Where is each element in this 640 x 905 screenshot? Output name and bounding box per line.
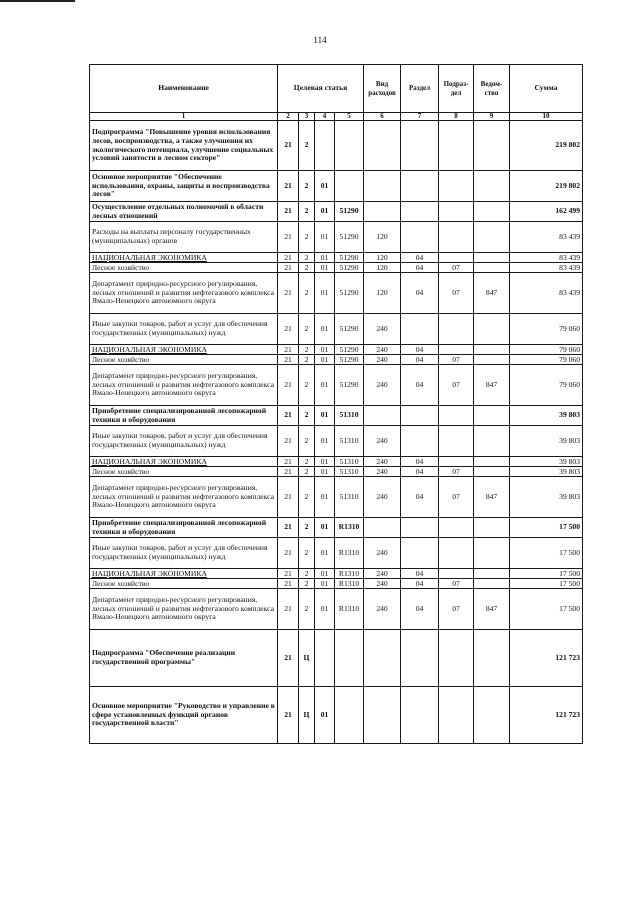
table-row [90, 222, 583, 253]
department-code: 847 [474, 365, 510, 406]
program-code: 21 [278, 687, 299, 744]
section-code [401, 171, 439, 202]
direction-code: 51310 [335, 406, 364, 426]
activity-code: 01 [315, 406, 335, 426]
direction-code: 51310 [335, 426, 364, 457]
section-code [401, 406, 439, 426]
direction-code [335, 630, 364, 687]
subsection-code [439, 345, 474, 355]
section-code: 04 [401, 569, 439, 579]
department-code [474, 355, 510, 365]
expense-type-code [364, 406, 401, 426]
direction-code: R1310 [335, 589, 364, 630]
direction-code: 51310 [335, 477, 364, 518]
subprogram-code: 2 [299, 355, 315, 365]
subprogram-code: 2 [299, 457, 315, 467]
subprogram-code: 2 [299, 202, 315, 222]
department-code [474, 538, 510, 569]
page-number: 114 [313, 35, 327, 45]
table-row [90, 273, 583, 314]
activity-code: 01 [315, 171, 335, 202]
col-number: 7 [401, 113, 439, 121]
expense-type-code: 120 [364, 222, 401, 253]
section-code [401, 121, 439, 171]
table-row [90, 569, 583, 579]
section-code [401, 538, 439, 569]
subprogram-code: 2 [299, 253, 315, 263]
subsection-code [439, 202, 474, 222]
subprogram-code: 2 [299, 314, 315, 345]
direction-code: 51290 [335, 355, 364, 365]
table-body [90, 121, 583, 744]
subsection-code [439, 121, 474, 171]
section-code: 04 [401, 253, 439, 263]
subsection-code: 07 [439, 263, 474, 273]
section-code: 04 [401, 365, 439, 406]
subsection-code: 07 [439, 365, 474, 406]
section-code: 04 [401, 477, 439, 518]
subprogram-code: 2 [299, 263, 315, 273]
subsection-code [439, 538, 474, 569]
subsection-code [439, 222, 474, 253]
row-name: Лесное хозяйство [90, 467, 278, 477]
expense-type-code: 240 [364, 538, 401, 569]
row-name: Приобретение специализированной лесопожарной техники и оборудования [90, 406, 278, 426]
program-code: 21 [278, 406, 299, 426]
department-code [474, 457, 510, 467]
subsection-code [439, 518, 474, 538]
direction-code [335, 121, 364, 171]
amount-value: 79 060 [510, 314, 583, 345]
table-row [90, 687, 583, 744]
expense-type-code: 240 [364, 314, 401, 345]
row-name: Осуществление отдельных полномочий в области лесных отношений [90, 202, 278, 222]
program-code: 21 [278, 426, 299, 457]
activity-code [315, 121, 335, 171]
activity-code [315, 630, 335, 687]
section-code: 04 [401, 589, 439, 630]
subprogram-code: 2 [299, 345, 315, 355]
program-code: 21 [278, 253, 299, 263]
activity-code: 01 [315, 365, 335, 406]
row-name: Лесное хозяйство [90, 263, 278, 273]
activity-code: 01 [315, 314, 335, 345]
expense-type-code: 240 [364, 579, 401, 589]
table-row [90, 630, 583, 687]
col-number: 1 [90, 113, 278, 121]
department-code [474, 579, 510, 589]
program-code: 21 [278, 518, 299, 538]
department-code [474, 171, 510, 202]
department-code: 847 [474, 477, 510, 518]
activity-code: 01 [315, 518, 335, 538]
activity-code: 01 [315, 345, 335, 355]
department-code [474, 569, 510, 579]
expense-type-code: 120 [364, 263, 401, 273]
program-code: 21 [278, 171, 299, 202]
subsection-code [439, 569, 474, 579]
activity-code: 01 [315, 477, 335, 518]
section-code [401, 426, 439, 457]
amount-value: 121 723 [510, 630, 583, 687]
amount-value: 17 500 [510, 589, 583, 630]
col-number: 5 [335, 113, 364, 121]
section-code: 04 [401, 457, 439, 467]
program-code: 21 [278, 467, 299, 477]
subprogram-code: 2 [299, 426, 315, 457]
program-code: 21 [278, 222, 299, 253]
direction-code: R1310 [335, 569, 364, 579]
amount-value: 219 802 [510, 121, 583, 171]
amount-value: 17 500 [510, 518, 583, 538]
expense-type-code: 120 [364, 273, 401, 314]
col-number: 3 [299, 113, 315, 121]
table-row [90, 345, 583, 355]
header-expense-type: Вид расходов [364, 65, 401, 113]
subprogram-code: 2 [299, 538, 315, 569]
subsection-code [439, 171, 474, 202]
row-name: Подпрограмма "Повышение уровня использования лесов, воспроизводства, а также улучшения их экологического потенциала, улучшение социальных условий занятости в лесном секторе" [90, 121, 278, 171]
col-number: 6 [364, 113, 401, 121]
section-code: 04 [401, 467, 439, 477]
section-code: 04 [401, 345, 439, 355]
table-row [90, 406, 583, 426]
col-number: 4 [315, 113, 335, 121]
section-code [401, 222, 439, 253]
table-row [90, 121, 583, 171]
table-row [90, 253, 583, 263]
subsection-code: 07 [439, 467, 474, 477]
col-number: 10 [510, 113, 583, 121]
row-name: НАЦИОНАЛЬНАЯ ЭКОНОМИКА [90, 345, 278, 355]
amount-value: 17 500 [510, 538, 583, 569]
program-code: 21 [278, 121, 299, 171]
department-code [474, 630, 510, 687]
section-code [401, 314, 439, 345]
activity-code: 01 [315, 253, 335, 263]
header-subsection: Подраз-дел [439, 65, 474, 113]
table-row [90, 171, 583, 202]
subprogram-code: 2 [299, 518, 315, 538]
corner-rule [0, 0, 75, 2]
direction-code: 51290 [335, 263, 364, 273]
amount-value: 162 499 [510, 202, 583, 222]
expense-type-code [364, 202, 401, 222]
row-name: Основное мероприятие "Руководство и управление в сфере установленных функций органов государственной власти" [90, 687, 278, 744]
activity-code: 01 [315, 273, 335, 314]
department-code: 847 [474, 273, 510, 314]
subprogram-code: 2 [299, 121, 315, 171]
amount-value: 219 802 [510, 171, 583, 202]
direction-code: 51290 [335, 273, 364, 314]
row-name: Подпрограмма "Обеспечение реализации государственной программы" [90, 630, 278, 687]
expense-type-code [364, 630, 401, 687]
program-code: 21 [278, 477, 299, 518]
department-code [474, 426, 510, 457]
direction-code: 51290 [335, 253, 364, 263]
expense-type-code: 240 [364, 345, 401, 355]
section-code: 04 [401, 579, 439, 589]
program-code: 21 [278, 579, 299, 589]
department-code [474, 222, 510, 253]
amount-value: 39 803 [510, 406, 583, 426]
direction-code: 51290 [335, 365, 364, 406]
amount-value: 121 723 [510, 687, 583, 744]
department-code [474, 345, 510, 355]
row-name: Департамент природно-ресурсного регулирования, лесных отношений и развития нефтегазового комплекса Ямало-Ненецкого автономного округа [90, 477, 278, 518]
direction-code: 51290 [335, 222, 364, 253]
department-code [474, 406, 510, 426]
subsection-code [439, 687, 474, 744]
department-code [474, 202, 510, 222]
expense-type-code: 240 [364, 457, 401, 467]
department-code [474, 253, 510, 263]
activity-code: 01 [315, 202, 335, 222]
expense-type-code [364, 518, 401, 538]
activity-code: 01 [315, 263, 335, 273]
program-code: 21 [278, 345, 299, 355]
department-code [474, 121, 510, 171]
subsection-code: 07 [439, 589, 474, 630]
subsection-code: 07 [439, 579, 474, 589]
program-code: 21 [278, 355, 299, 365]
subsection-code: 07 [439, 477, 474, 518]
program-code: 21 [278, 538, 299, 569]
expense-type-code: 240 [364, 477, 401, 518]
program-code: 21 [278, 589, 299, 630]
subprogram-code: Ц [299, 630, 315, 687]
subsection-code [439, 406, 474, 426]
row-name: Иные закупки товаров, работ и услуг для обеспечения государственных (муниципальных) нужд [90, 314, 278, 345]
row-name: НАЦИОНАЛЬНАЯ ЭКОНОМИКА [90, 457, 278, 467]
expense-type-code: 240 [364, 365, 401, 406]
department-code [474, 467, 510, 477]
department-code [474, 263, 510, 273]
row-name: Основное мероприятие "Обеспечение использования, охраны, защиты и воспроизводства лесов" [90, 171, 278, 202]
expense-type-code: 120 [364, 253, 401, 263]
department-code [474, 687, 510, 744]
expense-type-code [364, 687, 401, 744]
amount-value: 17 500 [510, 579, 583, 589]
subsection-code [439, 630, 474, 687]
subsection-code [439, 426, 474, 457]
table-row [90, 589, 583, 630]
table-row [90, 355, 583, 365]
program-code: 21 [278, 263, 299, 273]
expense-type-code [364, 171, 401, 202]
program-code: 21 [278, 630, 299, 687]
section-code: 04 [401, 273, 439, 314]
expense-type-code [364, 121, 401, 171]
activity-code: 01 [315, 538, 335, 569]
subsection-code [439, 314, 474, 345]
expense-type-code: 240 [364, 569, 401, 579]
row-name: Иные закупки товаров, работ и услуг для обеспечения государственных (муниципальных) нужд [90, 426, 278, 457]
program-code: 21 [278, 365, 299, 406]
activity-code: 01 [315, 589, 335, 630]
row-name: Приобретение специализированной лесопожарной техники и оборудования [90, 518, 278, 538]
table-row [90, 579, 583, 589]
header-name: Наименование [90, 65, 278, 113]
header-section: Раздел [401, 65, 439, 113]
direction-code [335, 687, 364, 744]
direction-code: 51310 [335, 467, 364, 477]
expense-type-code: 240 [364, 426, 401, 457]
program-code: 21 [278, 273, 299, 314]
activity-code: 01 [315, 457, 335, 467]
header-department: Ведом-ство [474, 65, 510, 113]
table-row [90, 365, 583, 406]
col-number: 9 [474, 113, 510, 121]
subprogram-code: Ц [299, 687, 315, 744]
direction-code [335, 171, 364, 202]
program-code: 21 [278, 569, 299, 579]
expense-type-code: 240 [364, 467, 401, 477]
row-name: Лесное хозяйство [90, 579, 278, 589]
subprogram-code: 2 [299, 406, 315, 426]
table-row [90, 467, 583, 477]
amount-value: 79 060 [510, 345, 583, 355]
subprogram-code: 2 [299, 171, 315, 202]
amount-value: 83 439 [510, 273, 583, 314]
activity-code: 01 [315, 687, 335, 744]
table-row [90, 538, 583, 569]
direction-code: 51290 [335, 202, 364, 222]
amount-value: 83 439 [510, 253, 583, 263]
program-code: 21 [278, 202, 299, 222]
department-code: 847 [474, 589, 510, 630]
direction-code: R1310 [335, 538, 364, 569]
row-name: Лесное хозяйство [90, 355, 278, 365]
table-row [90, 314, 583, 345]
column-number-row [90, 113, 583, 121]
subprogram-code: 2 [299, 365, 315, 406]
section-code [401, 630, 439, 687]
col-number: 2 [278, 113, 299, 121]
subprogram-code: 2 [299, 579, 315, 589]
table-row [90, 477, 583, 518]
subprogram-code: 2 [299, 222, 315, 253]
row-name: НАЦИОНАЛЬНАЯ ЭКОНОМИКА [90, 253, 278, 263]
activity-code: 01 [315, 426, 335, 457]
row-name: Иные закупки товаров, работ и услуг для обеспечения государственных (муниципальных) нужд [90, 538, 278, 569]
subprogram-code: 2 [299, 467, 315, 477]
table-row [90, 202, 583, 222]
row-name: Расходы на выплаты персоналу государственных (муниципальных) органов [90, 222, 278, 253]
department-code [474, 518, 510, 538]
section-code [401, 202, 439, 222]
program-code: 21 [278, 457, 299, 467]
col-number: 8 [439, 113, 474, 121]
amount-value: 39 803 [510, 457, 583, 467]
subsection-code [439, 253, 474, 263]
section-code [401, 518, 439, 538]
activity-code: 01 [315, 355, 335, 365]
amount-value: 39 803 [510, 477, 583, 518]
amount-value: 17 500 [510, 569, 583, 579]
section-code: 04 [401, 263, 439, 273]
table-row [90, 518, 583, 538]
direction-code: 51290 [335, 314, 364, 345]
row-name: Департамент природно-ресурсного регулирования, лесных отношений и развития нефтегазового комплекса Ямало-Ненецкого автономного округа [90, 273, 278, 314]
direction-code: R1310 [335, 518, 364, 538]
subprogram-code: 2 [299, 589, 315, 630]
row-name: Департамент природно-ресурсного регулирования, лесных отношений и развития нефтегазового комплекса Ямало-Ненецкого автономного округа [90, 365, 278, 406]
section-code: 04 [401, 355, 439, 365]
table-row [90, 457, 583, 467]
section-code [401, 687, 439, 744]
budget-table [89, 64, 583, 744]
direction-code: 51310 [335, 457, 364, 467]
header-row [90, 65, 583, 113]
table-row [90, 426, 583, 457]
row-name: Департамент природно-ресурсного регулирования, лесных отношений и развития нефтегазового комплекса Ямало-Ненецкого автономного округа [90, 589, 278, 630]
amount-value: 79 060 [510, 355, 583, 365]
department-code [474, 314, 510, 345]
expense-type-code: 240 [364, 589, 401, 630]
activity-code: 01 [315, 569, 335, 579]
activity-code: 01 [315, 222, 335, 253]
header-target: Целевая статья [278, 65, 364, 113]
program-code: 21 [278, 314, 299, 345]
activity-code: 01 [315, 579, 335, 589]
amount-value: 39 803 [510, 426, 583, 457]
subsection-code [439, 457, 474, 467]
direction-code: 51290 [335, 345, 364, 355]
subsection-code: 07 [439, 355, 474, 365]
direction-code: R1310 [335, 579, 364, 589]
amount-value: 83 439 [510, 263, 583, 273]
table-row [90, 263, 583, 273]
subprogram-code: 2 [299, 569, 315, 579]
amount-value: 79 060 [510, 365, 583, 406]
subsection-code: 07 [439, 273, 474, 314]
row-name: НАЦИОНАЛЬНАЯ ЭКОНОМИКА [90, 569, 278, 579]
amount-value: 83 439 [510, 222, 583, 253]
amount-value: 39 803 [510, 467, 583, 477]
subprogram-code: 2 [299, 273, 315, 314]
subprogram-code: 2 [299, 477, 315, 518]
header-amount: Сумма [510, 65, 583, 113]
expense-type-code: 240 [364, 355, 401, 365]
activity-code: 01 [315, 467, 335, 477]
